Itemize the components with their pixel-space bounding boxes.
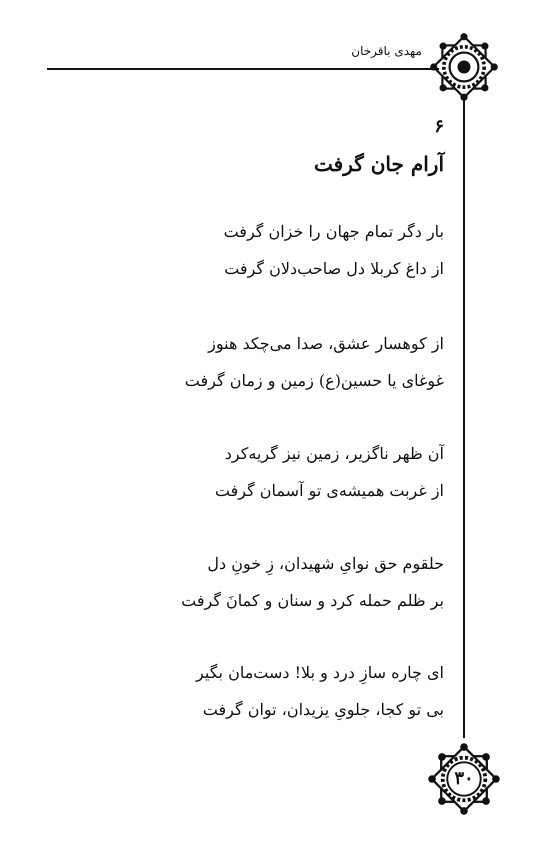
verse-line: آن ظهر ناگزیر، زمین نیز گریه‌کرد: [224, 444, 444, 463]
verse-line: از داغ کربلا دل صاحب‌دلان گرفت: [224, 259, 444, 278]
verse-line: بار دگر تمام جهان را خزان گرفت: [223, 222, 444, 241]
star-rosette-icon: [428, 31, 500, 103]
verse-line: ای چاره سازِ درد و بلا! دست‌مان بگیر: [196, 663, 444, 682]
running-header-author: مهدی باقرخان: [351, 44, 422, 58]
verse-line: بی تو کجا، جلویِ یزیدان، توان گرفت: [202, 700, 444, 719]
verse-line: حلقوم حق نوایِ شهیدان، زِ خونِ دل: [207, 554, 444, 573]
poem-title: آرام جان گرفت: [314, 152, 444, 176]
verse-line: از کوهسار عشق، صدا می‌چکد هنوز: [208, 334, 444, 353]
verse-line: بر ظلم حمله کرد و سنان و کمانَ گرفت: [181, 591, 444, 610]
page-number: ۳۰: [454, 767, 474, 789]
verse-line: غوغای یا حسین(ع) زمین و زمان گرفت: [184, 371, 444, 390]
margin-rule: [463, 98, 465, 738]
verse-line: از غربت همیشه‌ی تو آسمان گرفت: [214, 481, 444, 500]
poem-number: ۶: [434, 116, 444, 137]
header-rule: [47, 68, 439, 70]
